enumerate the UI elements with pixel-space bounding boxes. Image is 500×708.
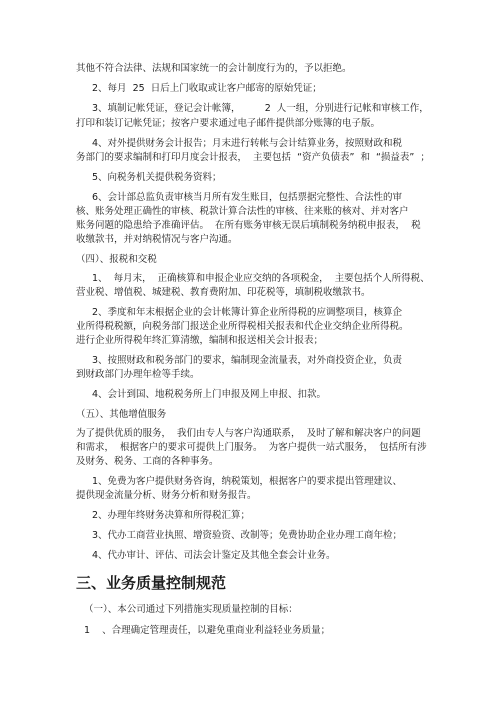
section-subheading: （五）、其他增值服务 [76,409,167,420]
section-heading: 三、业务质量控制规范 [76,574,227,592]
text-line: 1、 每月末， 正确核算和申报企业应交纳的各项税金， 主要包括个人所得税、 [92,273,430,284]
text-line: 及财务、税务、工商的各种事务。 [76,456,219,467]
text-line: 2、季度和年末根据企业的会计帐簿计算企业所得税的应调整项目，核算企 [92,307,403,318]
text-line: 1 、合理确定管理责任，以避免重商业利益轻业务质量； [84,625,331,636]
text-line: 务部门的要求编制和打印月度会计报表， 主要包括 “资产负债表” 和 “损益表” ； [76,152,430,163]
text-line: 1、免费为客户提供财务咨询，纳税策划，根据客户的要求提出管理建议、 [92,476,403,487]
text-line: 4、代办审计、评估、司法会计鉴定及其他全套会计业务。 [92,550,336,561]
section-subheading: （四）、报税和交税 [76,254,157,265]
text-line: 提供现金流量分析、财务分析和财务报告。 [76,490,257,501]
text-line: 为了提供优质的服务， 我们由专人与客户沟通联系， 及时了解和解决客户的问题 [76,428,421,439]
text-line: 核、账务处理正确性的审核、税款计算合法性的审核、往来账的核对、并对客户 [76,206,409,217]
text-line: 账务问题的隐患给予准确评估。 在所有账务审核无误后填制税务纳税申报表， 税 [76,220,421,231]
text-line: 2、每月 25 日后上门收取或让客户邮寄的原始凭证； [92,83,322,94]
text-line: 业所得税税额，向税务部门报送企业所得税相关报表和代企业交纳企业所得税。 [76,321,409,332]
text-line: 4、对外提供财务会计报告；月末进行转帐与会计结算业务，按照财政和税 [92,138,403,149]
text-line: 其他不符合法律、法规和国家统一的会计制度行为的，予以拒绝。 [76,63,352,74]
text-line: 2、办理年终财务决算和所得税汇算； [92,510,251,521]
text-line: 3、填制记帐凭证，登记会计帐簿， 2 人一组，分别进行记帐和审核工作， [92,103,429,114]
text-line: 打印和装订记帐凭证；按客户要求通过电子邮件提供部分账簿的电子版。 [76,118,381,129]
text-line: 6、会计部总监负责审核当月所有发生账目，包括票据完整性、合法性的审 [92,192,403,203]
text-line: 和需求， 根据客户的要求可提供上门服务。 为客户提供一站式服务， 包括所有涉 [76,442,427,453]
text-line: 3、代办工商营业执照、增资验资、改制等；免费协助企业办理工商年检； [92,530,403,541]
text-line: 收缴款书，并对纳税情况与客户沟通。 [76,234,238,245]
text-line: 进行企业所得税年终汇算清缴，编制和报送相关会计报表； [76,335,324,346]
text-line: 3、按照财政和税务部门的要求，编制现金流量表，对外商投资企业，负责 [92,355,403,366]
text-line: 到财政部门办理年检等手续。 [76,369,200,380]
text-line: 4、会计到国、地税税务所上门申报及网上申报、扣款。 [92,389,327,400]
text-line: 营业税、增值税、城建税、教育费附加、印花税等，填制税收缴款书。 [76,287,371,298]
text-line: 5、向税务机关提供税务资料； [92,172,222,183]
text-line: （一）、本公司通过下列措施实现质量控制的目标： [84,604,298,615]
